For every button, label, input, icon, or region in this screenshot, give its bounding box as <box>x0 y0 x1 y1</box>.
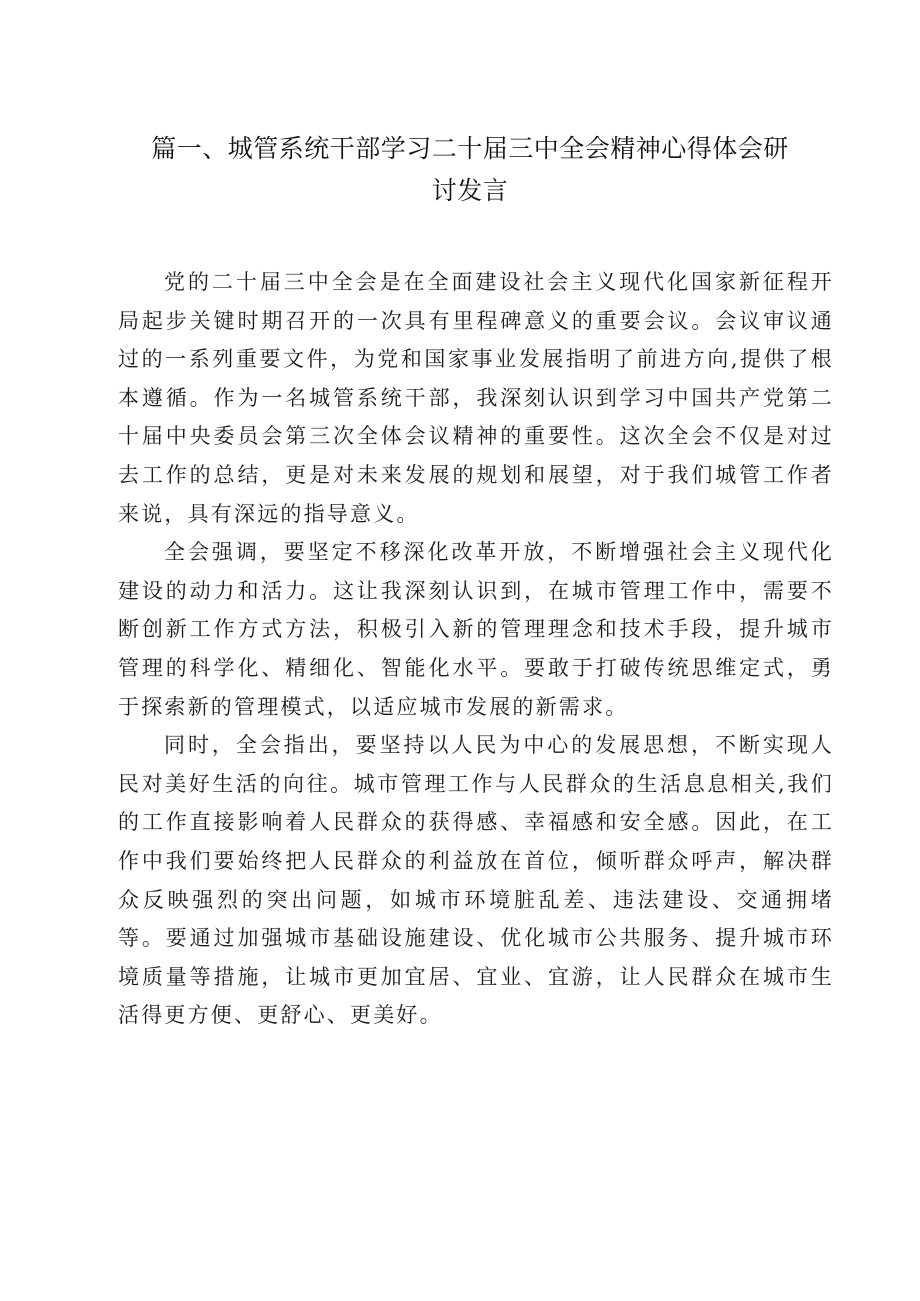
document-title <box>120 128 820 212</box>
document-title-line-2: 讨发言 <box>431 176 509 205</box>
document-body <box>118 263 834 1035</box>
document-title-line-1: 篇一、城管系统干部学习二十届三中全会精神心得体会研 <box>151 134 789 163</box>
paragraph-3: 同时，全会指出，要坚持以人民为中心的发展思想，不断实现人民对美好生活的向往。城市管理工作与人民群众的生活息息相关,我们的工作直接影响着人民群众的获得感、幸福感和安全感。因此，在工作中我们要始终把人民群众的利益放在首位，倾听群众呼声，解决群众反映强烈的突出问题，如城市环境脏乱差、违法建设、交通拥堵等。要通过加强城市基础设施建设、优化城市公共服务、提升城市环境质量等措施，让城市更加宜居、宜业、宜游，让人民群众在城市生活得更方便、更舒心、更美好。 <box>118 733 834 1028</box>
paragraph-1: 党的二十届三中全会是在全面建设社会主义现代化国家新征程开局起步关键时期召开的一次具有里程碑意义的重要会议。会议审议通过的一系列重要文件，为党和国家事业发展指明了前进方向,提供了根本遵循。作为一名城管系统干部，我深刻认识到学习中国共产党第二十届中央委员会第三次全体会议精神的重要性。这次全会不仅是对过去工作的总结，更是对未来发展的规划和展望，对于我们城管工作者来说，具有深远的指导意义。 <box>118 270 834 526</box>
paragraph-2: 全会强调，要坚定不移深化改革开放，不断增强社会主义现代化建设的动力和活力。这让我深刻认识到，在城市管理工作中，需要不断创新工作方式方法，积极引入新的管理理念和技术手段，提升城市管理的科学化、精细化、智能化水平。要敢于打破传统思维定式，勇于探索新的管理模式，以适应城市发展的新需求。 <box>118 540 834 719</box>
